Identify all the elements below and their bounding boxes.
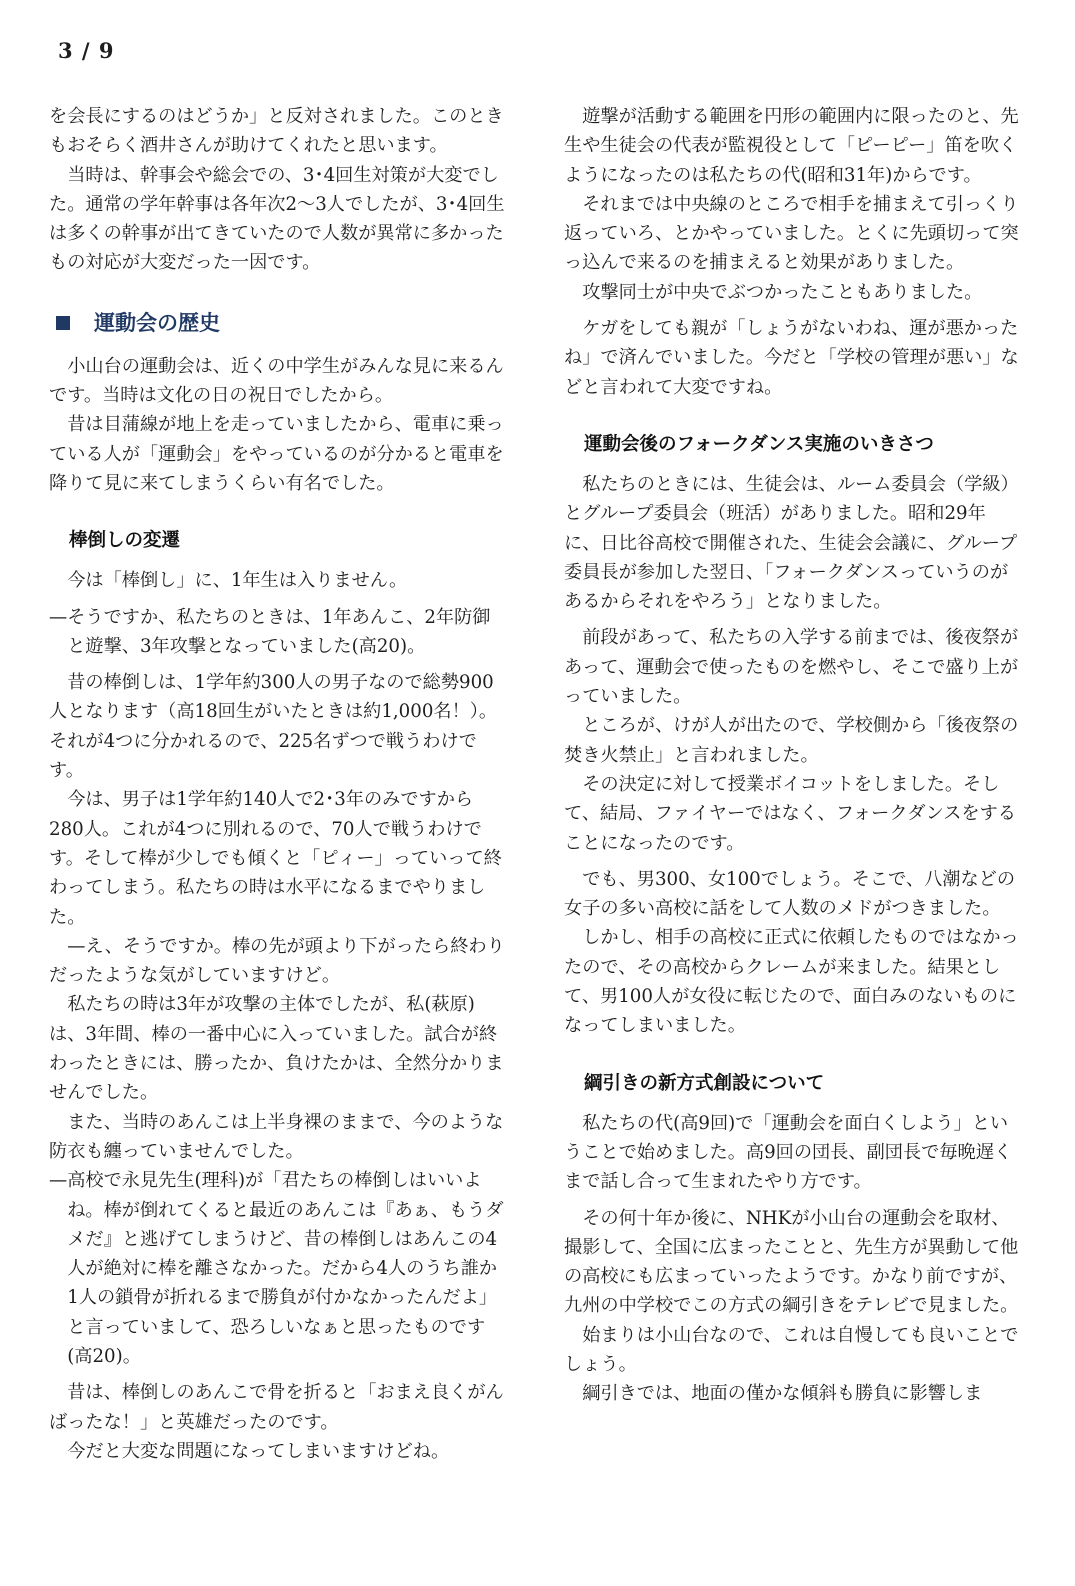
paragraph: —え、そうですか。棒の先が頭より下がったら終わりだったような気がしていますけど。 bbox=[49, 935, 505, 987]
paragraph: 前段があって、私たちの入学する前までは、後夜祭があって、運動会で使ったものを燃やし、そこで盛り上がっていました。 bbox=[564, 627, 1019, 708]
paragraph: 遊撃が活動する範囲を円形の範囲内に限ったのと、先生や生徒会の代表が監視役として「ピーピー」笛を吹くようになったのは私たちの代(昭和31年)からです。 bbox=[564, 106, 1019, 186]
paragraph: ケガをしても親が「しょうがないわね、運が悪かったね」で済んでいました。今だと「学校の管理が悪い」などと言われて大変ですね。 bbox=[564, 318, 1019, 398]
paragraph: 私たちのときには、生徒会は、ルーム委員会（学級）とグループ委員会（班活）がありました。昭和29年に、日比谷高校で開催された、生徒会会議に、グループ委員長が参加した翌日、「フォークダンスっていうのがあるからそれをやろう」となりました。 bbox=[564, 473, 1019, 613]
paragraph: その決定に対して授業ボイコットをしました。そして、結局、ファイヤーではなく、フォークダンスをすることになったのです。 bbox=[564, 773, 1016, 854]
paragraph: —そうですか、私たちのときは、1年あんこ、2年防御と遊撃、3年攻撃となっていました(高20)。 bbox=[49, 606, 491, 657]
paragraph: 昔は、棒倒しのあんこで骨を折ると「おまえ良くがんばったな！」と英雄だったのです。 bbox=[49, 1382, 504, 1433]
paragraph: 私たちの代(高9回)で「運動会を面白くしよう」ということで始めました。高9回の団長、副団長で毎晩遅くまで話し合って生まれたやり方です。 bbox=[564, 1112, 1013, 1193]
left-column bbox=[49, 102, 507, 1466]
paragraph: 昔は目蒲線が地上を走っていましたから、電車に乗っている人が「運動会」をやっているのが分かると電車を降りて見に来てしまうくらい有名でした。 bbox=[49, 414, 504, 494]
paragraph: 今は、男子は1学年約140人で2･3年のみですから280人。これが4つに別れるので、70人で戦うわけです。そして棒が少しでも傾くと「ピィー」っていって終わってしまう。私たちの時は水平になるまでやりました。 bbox=[49, 789, 502, 928]
paragraph: また、当時のあんこは上半身裸のままで、今のような防衣も纏っていませんでした。 bbox=[49, 1111, 504, 1162]
right-column bbox=[564, 102, 1022, 1409]
paragraph: 今だと大変な問題になってしまいますけどね。 bbox=[67, 1440, 450, 1462]
paragraph: それまでは中央線のところで相手を捕まえて引っくり返っていろ、とかやっていました。とくに先頭切って突っ込んで来るのを捕まえると効果がありました。 bbox=[564, 193, 1019, 274]
paragraph: ところが、けが人が出たので、学校側から「後夜祭の焚き火禁止」と言われました。 bbox=[564, 715, 1019, 766]
paragraph: を会長にするのはどうか」と反対されました。このときもおそらく酒井さんが助けてくれたと思います。 bbox=[49, 106, 504, 157]
paragraph: しかし、相手の高校に正式に依頼したものではなかったので、その高校からクレームが来ました。結果として、男100人が女役に転じたので、面白みのないものになってしまいました。 bbox=[564, 927, 1019, 1037]
subheading: 運動会後のフォークダンス実施のいきさつ bbox=[584, 433, 934, 455]
paragraph: 当時は、幹事会や総会での、3･4回生対策が大変でした。通常の学年幹事は各年次2〜3人でしたが、3･4回生は多くの幹事が出てきていたので人数が異常に多かったもの対応が大変だった一因です。 bbox=[49, 164, 505, 274]
paragraph: 今は「棒倒し」に、1年生は入りません。 bbox=[67, 570, 408, 592]
paragraph: 綱引きでは、地面の僅かな傾斜も勝負に影響しま bbox=[582, 1383, 983, 1405]
paragraph: 始まりは小山台なので、これは自慢しても良いことでしょう。 bbox=[564, 1324, 1019, 1375]
paragraph: その何十年か後に、NHKが小山台の運動会を取材、撮影して、全国に広まったことと、先生方が異動して他の高校にも広まっていったようです。かなり前ですが、九州の中学校でこの方式の綱引きをテレビで見ました。 bbox=[564, 1207, 1019, 1317]
section-heading-text: 運動会の歴史 bbox=[94, 310, 220, 335]
page-number: 3 / 9 bbox=[58, 38, 115, 63]
section-heading bbox=[49, 308, 507, 338]
paragraph: —高校で永見先生(理科)が「君たちの棒倒しはいいよね。棒が倒れてくると最近のあんこは『あぁ、もうダメだ』と逃げてしまうけど、昔の棒倒しはあんこの4人が絶対に棒を離さなかった。だから4人のうち誰か1人の鎖骨が折れるまで勝負が付かなかったんだよ」と言っていまして、恐ろしいなぁと思ったものです(高20)。 bbox=[49, 1170, 504, 1367]
subheading: 綱引きの新方式創設について bbox=[584, 1072, 825, 1094]
paragraph: 私たちの時は3年が攻撃の主体でしたが、私(萩原)は、3年間、棒の一番中心に入っていました。試合が終わったときには、勝ったか、負けたかは、全然分かりませんでした。 bbox=[49, 994, 504, 1104]
subheading: 棒倒しの変遷 bbox=[69, 530, 181, 552]
square-bullet-icon bbox=[56, 316, 70, 330]
paragraph: 昔の棒倒しは、1学年約300人の男子なので総勢900人となります（高18回生がいたときは約1,000名！）。それが4つに分かれるので、225名ずつで戦うわけです。 bbox=[49, 672, 498, 782]
paragraph: 小山台の運動会は、近くの中学生がみんな見に来るんです。当時は文化の日の祝日でしたから。 bbox=[49, 355, 504, 407]
paragraph: 攻撃同士が中央でぶつかったこともありました。 bbox=[582, 281, 983, 303]
paragraph: でも、男300、女100でしょう。そこで、八潮などの女子の多い高校に話をして人数のメドがつきました。 bbox=[564, 868, 1016, 920]
